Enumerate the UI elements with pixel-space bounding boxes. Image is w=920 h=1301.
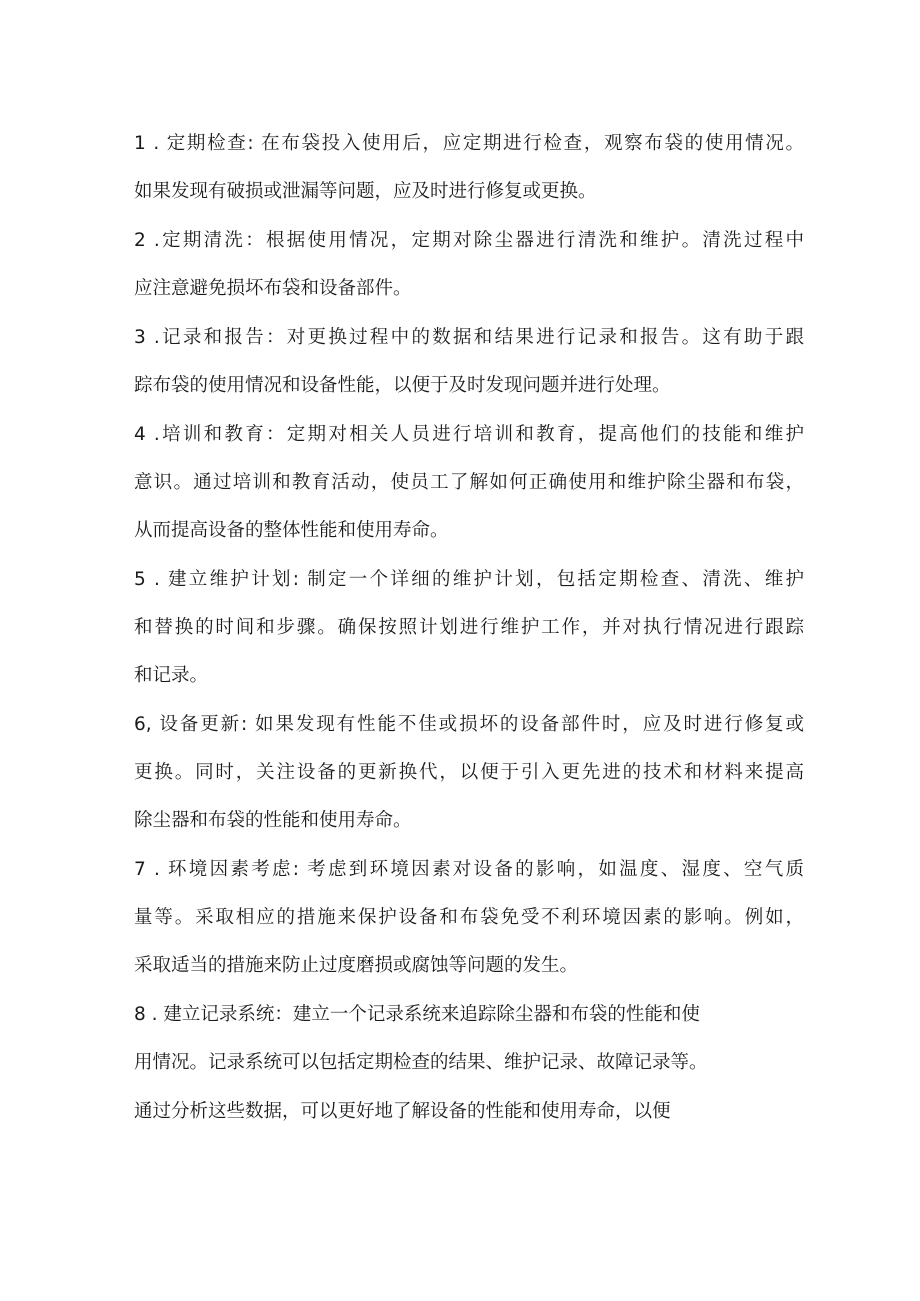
text-line-item8-b: 用情况。记录系统可以包括定期检查的结果、维护记录、故障记录等。 [134, 1052, 708, 1073]
text-line-item2-a: 2 .定期清洗：根据使用情况，定期对除尘器进行清洗和维护。清洗过程中 [134, 230, 804, 251]
text-line-item5-b: 和替换的时间和步骤。确保按照计划进行维护工作，并对执行情况进行跟踪 [134, 617, 804, 638]
text-line-item7-b: 量等。采取相应的措施来保护设备和布袋免受不利环境因素的影响。例如， [134, 907, 804, 928]
text-line-item4-c: 从而提高设备的整体性能和使用寿命。 [134, 520, 449, 541]
text-line-item7-a: 7 . 环境因素考虑: 考虑到环境因素对设备的影响，如温度、湿度、空气质 [134, 859, 804, 880]
text-line-item1-a: 1 . 定期检查: 在布袋投入使用后，应定期进行检查，观察布袋的使用情况。 [134, 133, 804, 154]
text-line-item2-b: 应注意避免损坏布袋和设备部件。 [134, 278, 412, 299]
text-line-item7-c: 采取适当的措施来防止过度磨损或腐蚀等问题的发生。 [134, 955, 579, 976]
text-line-item5-a: 5 . 建立维护计划: 制定一个详细的维护计划，包括定期检查、清洗、维护 [134, 569, 804, 590]
text-line-item6-c: 除尘器和布袋的性能和使用寿命。 [134, 810, 412, 831]
text-line-item3-a: 3 .记录和报告：对更换过程中的数据和结果进行记录和报告。这有助于跟 [134, 327, 804, 348]
text-line-item1-b: 如果发现有破损或泄漏等问题，应及时进行修复或更换。 [134, 181, 597, 202]
text-line-item6-a: 6, 设备更新: 如果发现有性能不佳或损坏的设备部件时，应及时进行修复或 [134, 714, 804, 735]
text-line-item4-b: 意识。通过培训和教育活动，使员工了解如何正确使用和维护除尘器和布袋， [134, 472, 804, 493]
text-line-item4-a: 4 .培训和教育：定期对相关人员进行培训和教育，提高他们的技能和维护 [134, 424, 804, 445]
text-line-item8-c: 通过分析这些数据，可以更好地了解设备的性能和使用寿命，以便 [134, 1101, 671, 1122]
text-line-item6-b: 更换。同时，关注设备的更新换代，以便于引入更先进的技术和材料来提高 [134, 762, 804, 783]
text-line-item8-a: 8 . 建立记录系统：建立一个记录系统来追踪除尘器和布袋的性能和使 [134, 1004, 700, 1025]
text-line-item3-b: 踪布袋的使用情况和设备性能，以便于及时发现问题并进行处理。 [134, 375, 671, 396]
text-line-item5-c: 和记录。 [134, 665, 209, 686]
